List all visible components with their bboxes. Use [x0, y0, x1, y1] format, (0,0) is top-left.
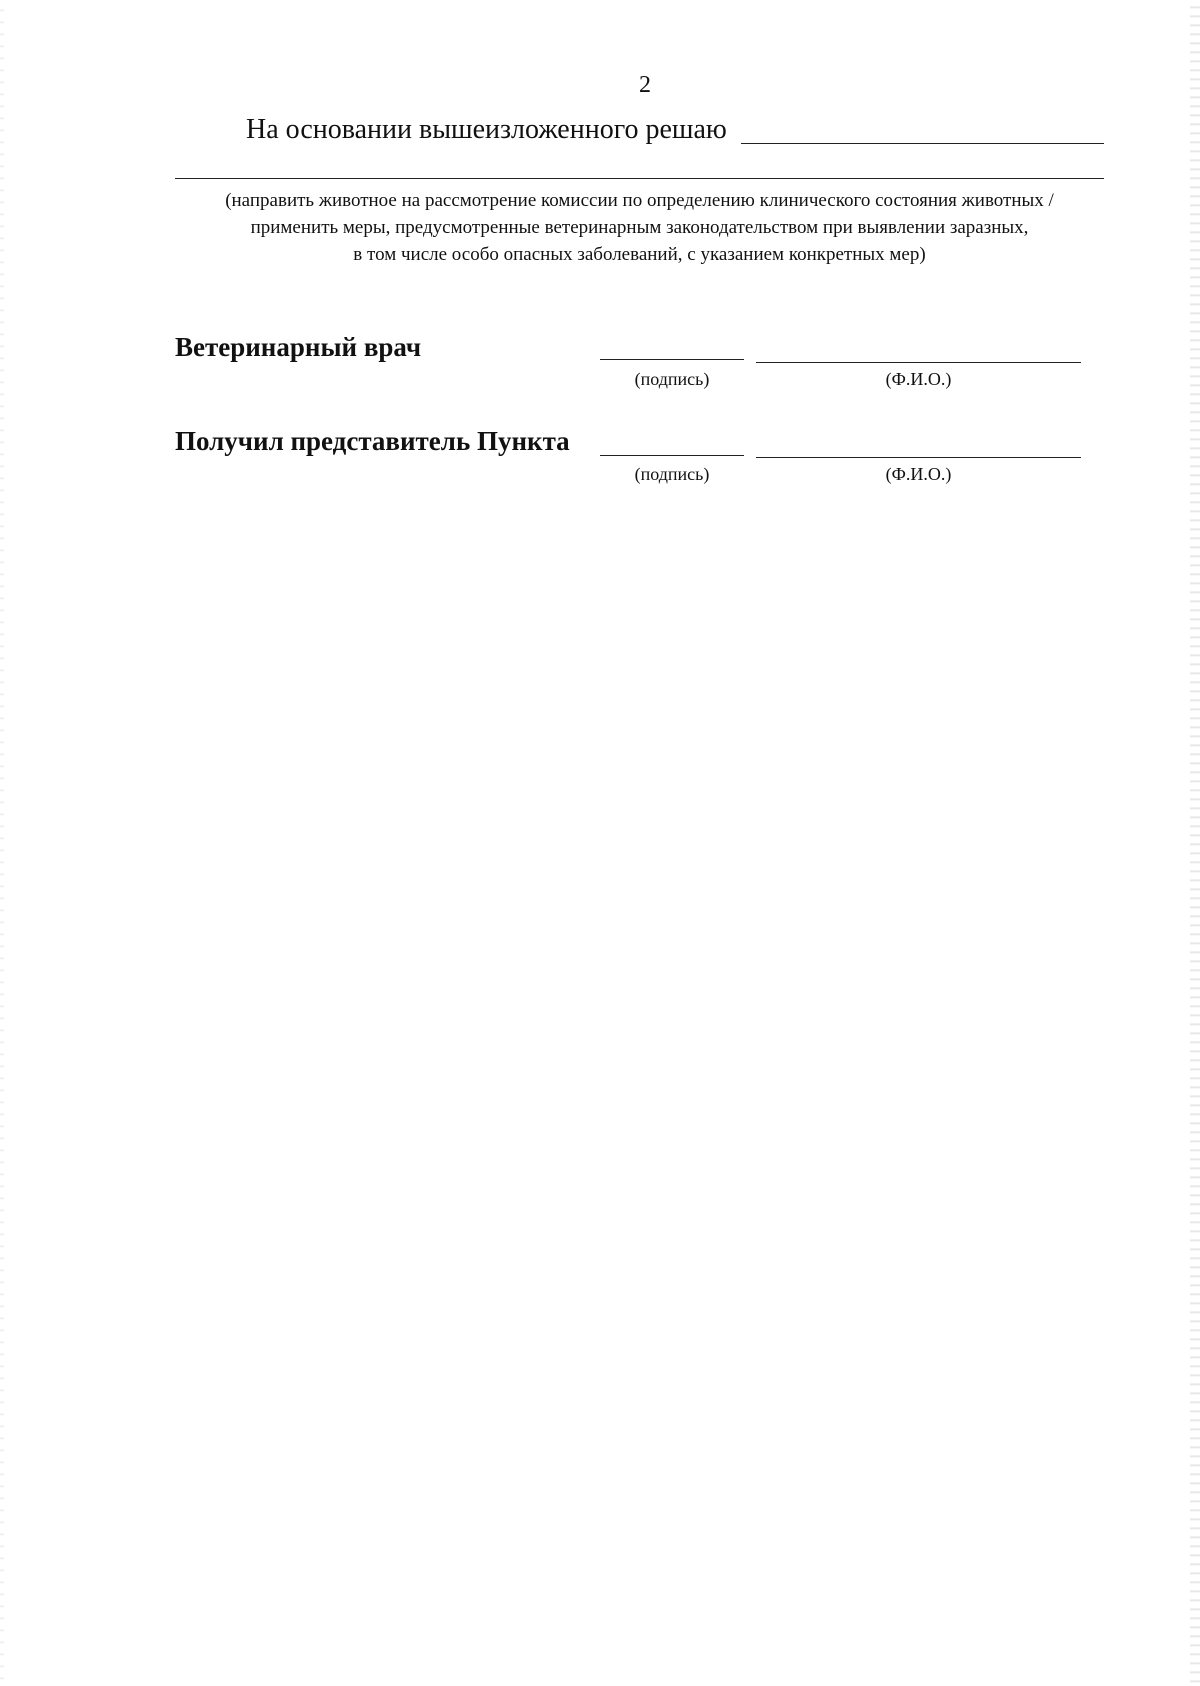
decision-hint-line: в том числе особо опасных заболеваний, с указанием конкретных мер) — [353, 244, 926, 265]
veterinarian-name-caption: (Ф.И.О.) — [885, 369, 952, 389]
veterinarian-name-line[interactable] — [756, 362, 1081, 363]
representative-label: Получил представитель Пункта — [175, 426, 570, 456]
decision-continuation-line[interactable] — [175, 178, 1104, 179]
scan-edge-left — [0, 0, 4, 1686]
representative-name-line[interactable] — [756, 457, 1081, 458]
decision-text: На основании вышеизложенного решаю — [246, 114, 727, 145]
veterinarian-signature-caption: (подпись) — [634, 369, 710, 389]
veterinarian-label: Ветеринарный врач — [175, 332, 422, 362]
decision-hint — [175, 187, 1104, 268]
decision-blank-line[interactable] — [741, 143, 1104, 144]
decision-hint-line: (направить животное на рассмотрение комиссии по определению клинического состояния животных / — [225, 190, 1054, 211]
veterinarian-signature-line[interactable] — [600, 359, 744, 360]
representative-signature-caption: (подпись) — [634, 464, 710, 484]
scan-edge-right — [1190, 0, 1200, 1686]
representative-name-caption: (Ф.И.О.) — [885, 464, 952, 484]
page-number: 2 — [639, 72, 651, 98]
decision-hint-line: применить меры, предусмотренные ветеринарным законодательством при выявлении заразных, — [250, 217, 1029, 238]
representative-signature-line[interactable] — [600, 455, 744, 456]
